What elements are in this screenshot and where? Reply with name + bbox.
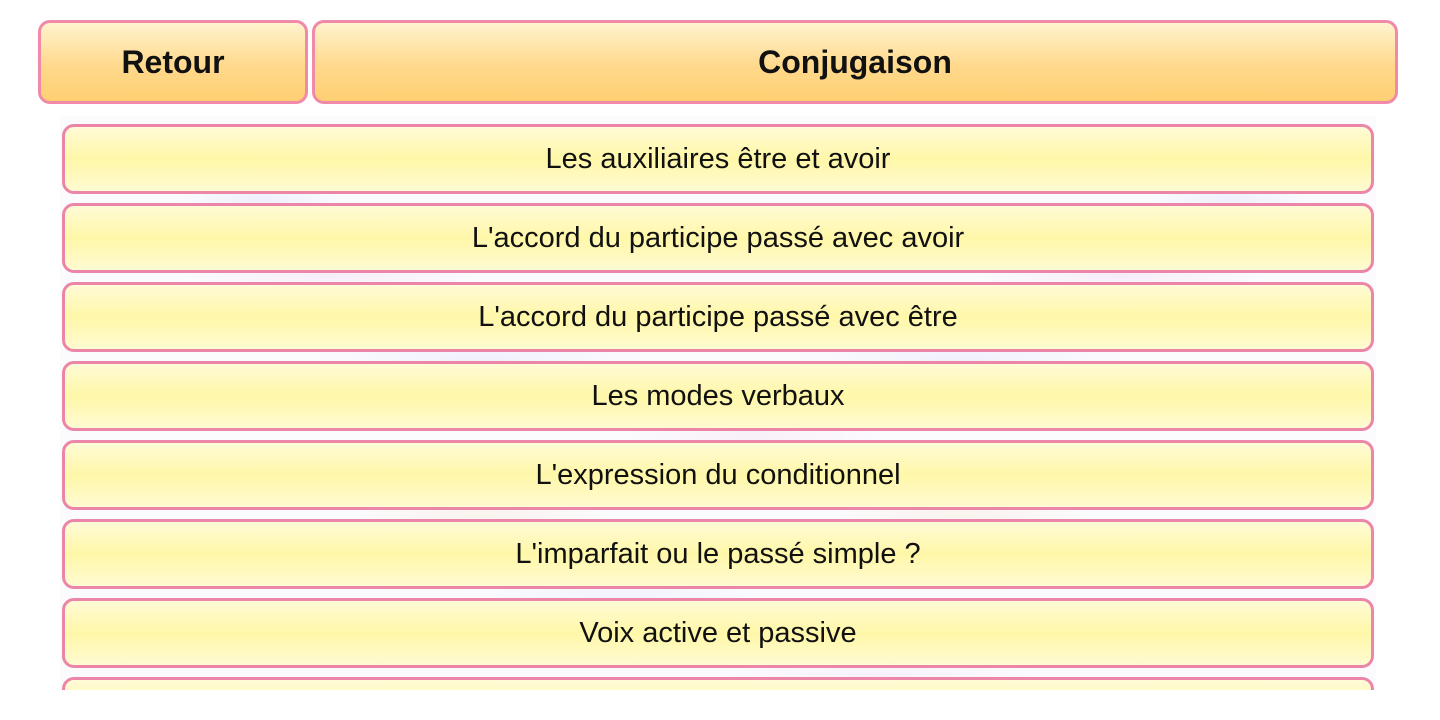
back-button[interactable] [38, 20, 308, 104]
list-item-auxiliaires[interactable] [62, 124, 1374, 194]
back-button-label: Retour [121, 43, 225, 80]
list-item-label: L'accord du participe passé avec avoir [471, 221, 965, 254]
list-item-label: Les auxiliaires être et avoir [545, 142, 891, 175]
page-title-text: Conjugaison [758, 43, 952, 80]
list-item-label: L'imparfait ou le passé simple ? [515, 537, 921, 570]
list-item-conditionnel[interactable] [62, 440, 1374, 510]
page-title [312, 20, 1398, 104]
lesson-list[interactable] [60, 116, 1376, 690]
list-item-partial[interactable] [62, 677, 1374, 690]
list-item-label: L'accord du participe passé avec être [478, 300, 958, 333]
list-item-accord-avoir[interactable] [62, 203, 1374, 273]
list-item-voix-active-passive[interactable] [62, 598, 1374, 668]
list-item-label: L'expression du conditionnel [535, 458, 901, 491]
list-item-accord-etre[interactable] [62, 282, 1374, 352]
list-item-label: Voix active et passive [579, 616, 857, 649]
list-item-modes-verbaux[interactable] [62, 361, 1374, 431]
list-item-imparfait-passe-simple[interactable] [62, 519, 1374, 589]
list-item-label: Les modes verbaux [591, 379, 845, 412]
